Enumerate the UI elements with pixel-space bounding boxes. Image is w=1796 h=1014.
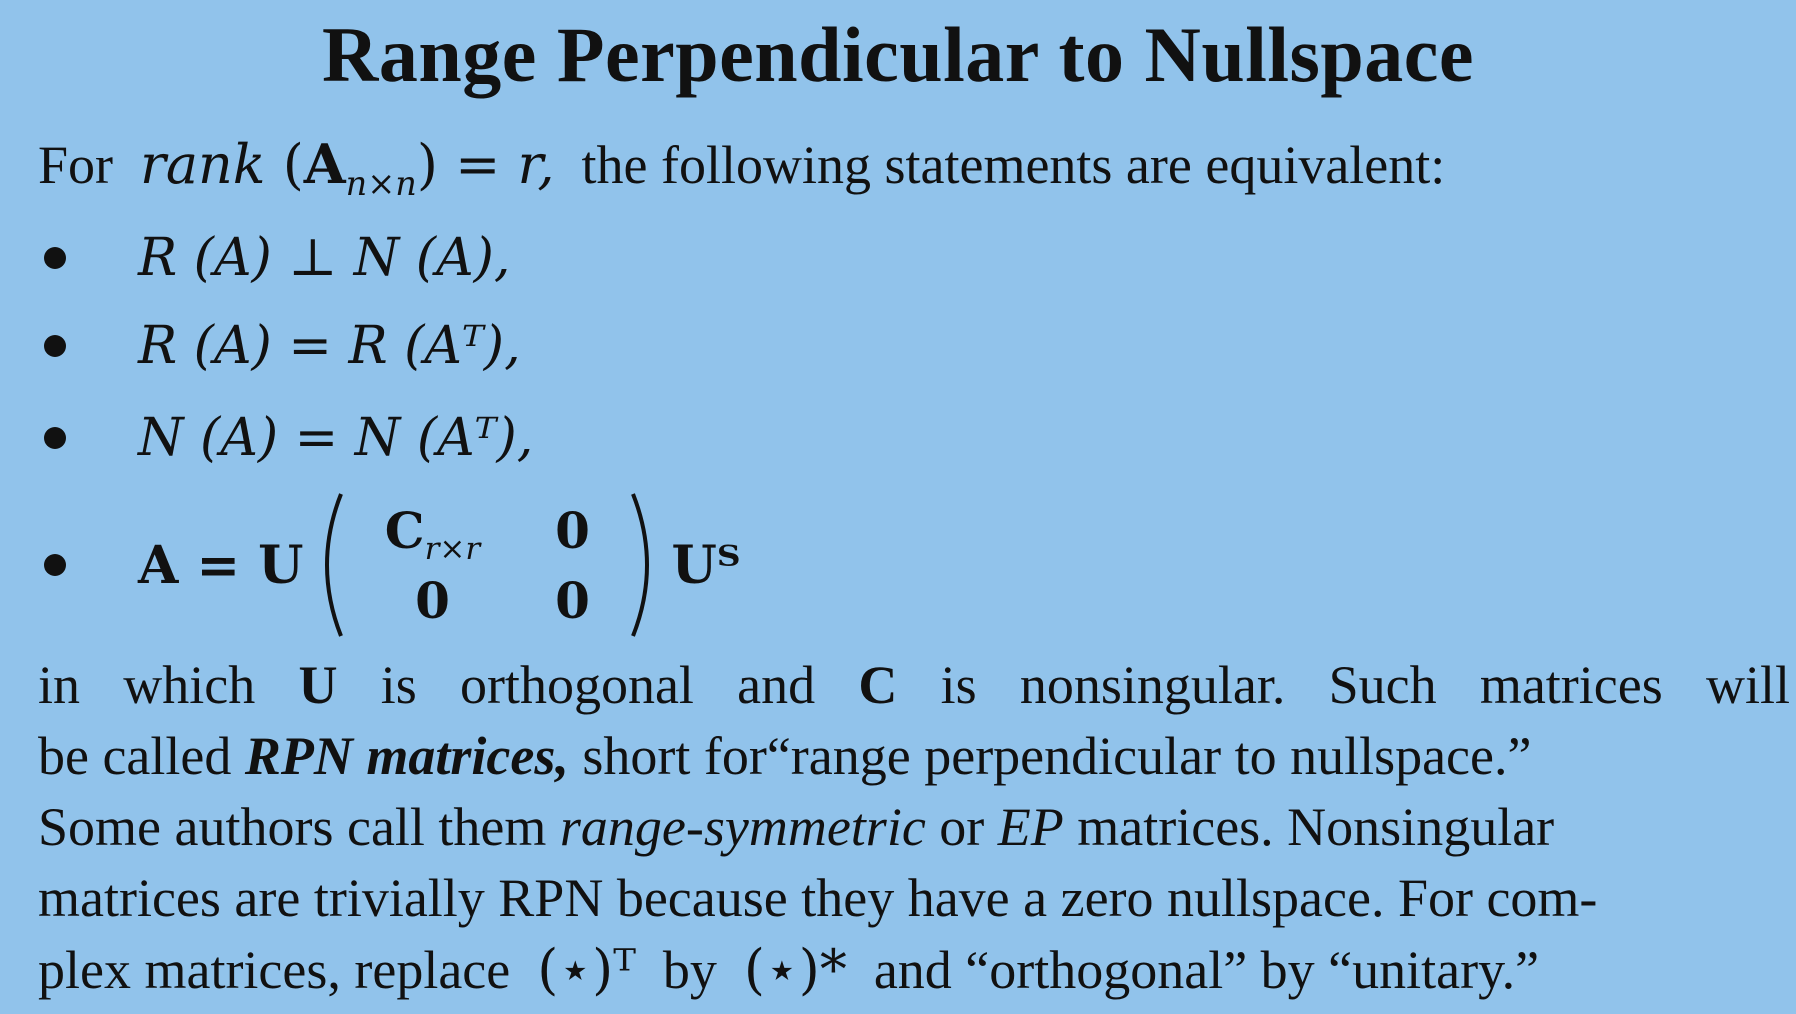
intro-suffix: the following statements are equivalent: xyxy=(581,135,1446,195)
bullet-icon xyxy=(44,335,66,357)
list-item xyxy=(38,306,521,386)
decomposition-rhs: Uᵀ xyxy=(671,534,741,596)
matrix-cell-12: 0 xyxy=(555,500,590,560)
body-line-5: plex matrices, replace (⋆)ᵀ by (⋆)* and “orthogonal” by “unitary.” xyxy=(38,938,1540,1001)
matrix-symbol: A xyxy=(303,132,346,196)
bullet-icon xyxy=(44,247,66,269)
matrix-subscript: n×n xyxy=(345,163,417,203)
rank-function: rank xyxy=(140,133,266,196)
left-paren-icon xyxy=(309,490,347,640)
statement-range-equal: R (A) = R (Aᵀ), xyxy=(138,316,521,376)
body-line-4: matrices are trivially RPN because they have a zero nullspace. For com- xyxy=(38,868,1598,928)
right-paren-icon xyxy=(627,490,665,640)
matrix-cell-c: $C_{r\times r}$ xyxy=(384,500,481,567)
matrix-grid xyxy=(347,495,627,635)
body-line-3: Some authors call them range-symmetric or EP matrices. Nonsingular xyxy=(38,797,1555,857)
bullet-icon xyxy=(44,554,66,576)
statement-nullspace-equal: N (A) = N (Aᵀ), xyxy=(138,408,534,468)
matrix-cell-22: 0 xyxy=(555,570,590,630)
intro-prefix: For xyxy=(38,135,114,195)
rpn-term: RPN matrices, xyxy=(244,726,569,786)
matrix-cell-21: 0 xyxy=(415,570,450,630)
body-line-2: be called RPN matrices, short for“range perpendicular to nullspace.” xyxy=(38,726,1532,786)
bullet-icon xyxy=(44,427,66,449)
intro-sentence: For rank $(A_{n\times n}) = r$, the following statements are equivalent: xyxy=(38,132,1446,203)
list-item xyxy=(38,490,740,640)
page-title: Range Perpendicular to Nullspace xyxy=(321,11,1475,98)
body-paragraph xyxy=(38,650,1796,1005)
list-item xyxy=(38,218,510,298)
body-line-1: in which U is orthogonal and C is nonsingular. Such matrices will xyxy=(38,655,1790,715)
statement-orthogonal: R (A) ⊥ N (A), xyxy=(138,228,511,288)
rank-equals: = r, xyxy=(455,133,555,196)
decomposition-lhs: A = U xyxy=(138,534,304,596)
block-matrix xyxy=(309,490,665,640)
list-item xyxy=(38,398,533,478)
